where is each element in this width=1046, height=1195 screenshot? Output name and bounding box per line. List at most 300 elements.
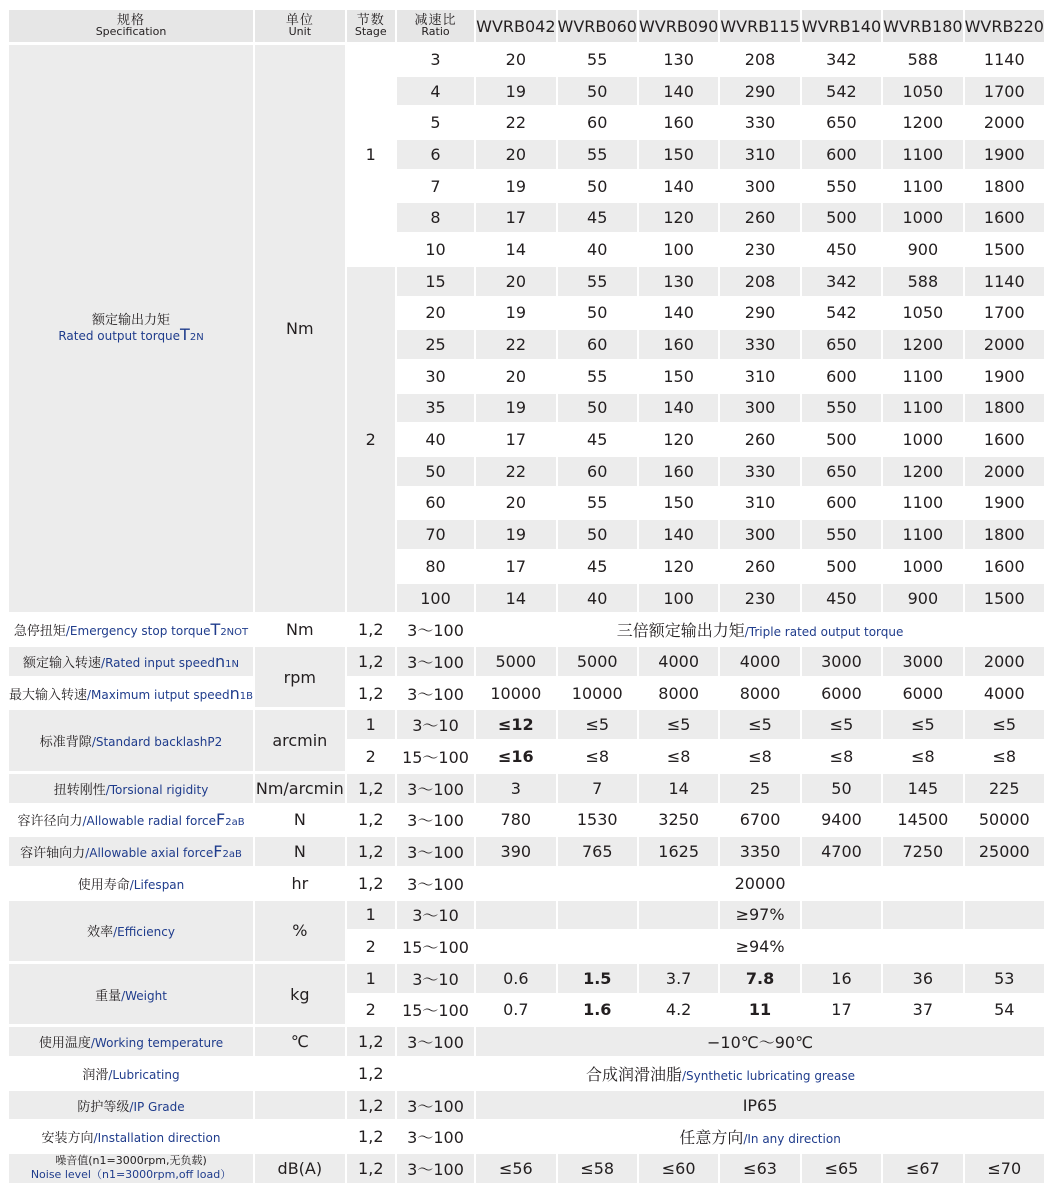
value-cell: 3.7 (639, 964, 718, 993)
value-cell: 1100 (883, 172, 962, 201)
unit-cell: ℃ (255, 1027, 345, 1056)
value-cell: 1200 (883, 108, 962, 137)
ratio-cell: 3～100 (397, 774, 474, 803)
header-model: WVRB042 (476, 10, 555, 42)
lifespan-row (9, 869, 1044, 898)
value-cell: 1800 (965, 520, 1044, 549)
stage-cell: 1,2 (347, 1154, 395, 1183)
value-cell: 55 (558, 267, 637, 296)
value-cell: 1800 (965, 172, 1044, 201)
value-cell: 1100 (883, 140, 962, 169)
value-cell: 100 (639, 584, 718, 613)
value-cell: 100 (639, 235, 718, 264)
empty-cell (883, 932, 962, 961)
emergency-stop-value: 三倍额定输出力矩/Triple rated output torque (476, 615, 1044, 644)
empty-cell (802, 901, 881, 930)
value-cell: ≤8 (883, 742, 962, 771)
value-cell: 19 (476, 172, 555, 201)
unit-cell: Nm (255, 615, 345, 644)
empty-cell (558, 901, 637, 930)
empty-cell (558, 932, 637, 961)
value-cell: 55 (558, 489, 637, 518)
ratio-cell: 3 (397, 45, 474, 74)
value-cell: 1700 (965, 77, 1044, 106)
value-cell: 260 (720, 552, 799, 581)
value-cell: 45 (558, 425, 637, 454)
value-cell: 53 (965, 964, 1044, 993)
max-input-speed-row (9, 679, 1044, 708)
value-cell: 60 (558, 108, 637, 137)
value-cell: ≤63 (720, 1154, 799, 1183)
value-cell: 900 (883, 235, 962, 264)
stage-cell: 1,2 (347, 1091, 395, 1120)
temperature-value: −10℃～90℃ (476, 1027, 1044, 1056)
value-cell: 342 (802, 45, 881, 74)
unit-cell: dB(A) (255, 1154, 345, 1183)
value-cell: 50 (558, 77, 637, 106)
weight-row (9, 964, 1044, 993)
efficiency-value: ≥97% (720, 901, 799, 930)
value-cell: 1500 (965, 584, 1044, 613)
value-cell: 1100 (883, 394, 962, 423)
empty-cell (639, 901, 718, 930)
ip-grade-row (9, 1091, 1044, 1120)
value-cell: 330 (720, 457, 799, 486)
ratio-cell: 15～100 (397, 742, 474, 771)
value-cell: 37 (883, 996, 962, 1025)
value-cell: 1050 (883, 299, 962, 328)
value-cell: 290 (720, 299, 799, 328)
value-cell: ≤67 (883, 1154, 962, 1183)
value-cell: ≤5 (720, 710, 799, 739)
stage-cell: 1,2 (347, 615, 395, 644)
value-cell: 25000 (965, 837, 1044, 866)
value-cell: 2000 (965, 108, 1044, 137)
value-cell: 1.5 (558, 964, 637, 993)
value-cell: 36 (883, 964, 962, 993)
value-cell: 3250 (639, 806, 718, 835)
header-specification: 规格 Specification (9, 10, 253, 42)
installation-label: 安装方向/Installation direction (9, 1122, 253, 1151)
value-cell: ≤8 (802, 742, 881, 771)
value-cell: 1140 (965, 45, 1044, 74)
value-cell: 19 (476, 520, 555, 549)
value-cell: 600 (802, 140, 881, 169)
value-cell: 550 (802, 520, 881, 549)
value-cell: 50 (558, 172, 637, 201)
value-cell: 450 (802, 235, 881, 264)
value-cell: 140 (639, 520, 718, 549)
value-cell: 300 (720, 520, 799, 549)
value-cell: 19 (476, 299, 555, 328)
ratio-cell: 10 (397, 235, 474, 264)
ratio-cell: 60 (397, 489, 474, 518)
torsional-rigidity-row (9, 774, 1044, 803)
value-cell: 2000 (965, 457, 1044, 486)
value-cell: 500 (802, 425, 881, 454)
stage-cell: 2 (347, 996, 395, 1025)
value-cell: 1000 (883, 203, 962, 232)
unit-cell (255, 1091, 345, 1120)
value-cell: 390 (476, 837, 555, 866)
radial-force-row (9, 806, 1044, 835)
value-cell: 20 (476, 489, 555, 518)
ratio-cell: 3～10 (397, 710, 474, 739)
value-cell: 1700 (965, 299, 1044, 328)
value-cell: ≤5 (802, 710, 881, 739)
value-cell: 225 (965, 774, 1044, 803)
ratio-cell: 35 (397, 394, 474, 423)
stage-cell: 1,2 (347, 1122, 395, 1151)
value-cell: 22 (476, 457, 555, 486)
value-cell: 300 (720, 172, 799, 201)
ratio-cell: 3～10 (397, 901, 474, 930)
value-cell: 1530 (558, 806, 637, 835)
lubricating-label: 润滑/Lubricating (9, 1059, 253, 1088)
value-cell: 765 (558, 837, 637, 866)
value-cell: 160 (639, 108, 718, 137)
value-cell: 7 (558, 774, 637, 803)
ratio-cell: 3～100 (397, 806, 474, 835)
value-cell: 120 (639, 203, 718, 232)
value-cell: 3000 (802, 647, 881, 676)
weight-label: 重量/Weight (9, 964, 253, 1024)
ratio-cell: 100 (397, 584, 474, 613)
value-cell: ≤65 (802, 1154, 881, 1183)
value-cell: 150 (639, 489, 718, 518)
ratio-cell: 70 (397, 520, 474, 549)
value-cell: 208 (720, 267, 799, 296)
lubricating-value: 合成润滑油脂/Synthetic lubricating grease (397, 1059, 1044, 1088)
value-cell: 10000 (558, 679, 637, 708)
value-cell: 1625 (639, 837, 718, 866)
value-cell: 14 (639, 774, 718, 803)
value-cell: 20 (476, 267, 555, 296)
value-cell: 54 (965, 996, 1044, 1025)
efficiency-row (9, 901, 1044, 930)
unit-cell: N (255, 806, 345, 835)
value-cell: ≤5 (639, 710, 718, 739)
value-cell: 17 (476, 425, 555, 454)
unit-cell: Nm/arcmin (255, 774, 345, 803)
value-cell: 4700 (802, 837, 881, 866)
value-cell: 650 (802, 330, 881, 359)
value-cell: 260 (720, 425, 799, 454)
value-cell: 310 (720, 489, 799, 518)
value-cell: 40 (558, 584, 637, 613)
efficiency-value: ≥94% (720, 932, 799, 961)
value-cell: 60 (558, 457, 637, 486)
value-cell: 588 (883, 267, 962, 296)
value-cell: 6000 (802, 679, 881, 708)
value-cell: 600 (802, 489, 881, 518)
header-model: WVRB140 (802, 10, 881, 42)
backlash-row (9, 710, 1044, 739)
ratio-cell: 15～100 (397, 932, 474, 961)
value-cell: 2000 (965, 330, 1044, 359)
value-cell: 1.6 (558, 996, 637, 1025)
unit-cell (255, 1059, 345, 1088)
value-cell: 5000 (476, 647, 555, 676)
stage-cell: 1,2 (347, 774, 395, 803)
efficiency-label: 效率/Efficiency (9, 901, 253, 961)
empty-cell (639, 932, 718, 961)
value-cell: ≤5 (558, 710, 637, 739)
value-cell: 300 (720, 394, 799, 423)
axial-force-label: 容许轴向力/Allowable axial forceF2aB (9, 837, 253, 866)
ratio-cell: 80 (397, 552, 474, 581)
ip-grade-label: 防护等级/IP Grade (9, 1091, 253, 1120)
value-cell: 1900 (965, 140, 1044, 169)
value-cell: 9400 (802, 806, 881, 835)
value-cell: 1600 (965, 425, 1044, 454)
value-cell: 2000 (965, 647, 1044, 676)
value-cell: 11 (720, 996, 799, 1025)
value-cell: 1000 (883, 425, 962, 454)
emergency-stop-label: 急停扭矩/Emergency stop torqueT2NOT (9, 615, 253, 644)
rated-input-speed-label: 额定输入转速/Rated input speedn1N (9, 647, 253, 676)
value-cell: ≤58 (558, 1154, 637, 1183)
empty-cell (802, 932, 881, 961)
value-cell: ≤16 (476, 742, 555, 771)
emergency-stop-row (9, 615, 1044, 644)
value-cell: 1100 (883, 520, 962, 549)
value-cell: 20 (476, 362, 555, 391)
ratio-cell: 3～100 (397, 837, 474, 866)
value-cell: 310 (720, 362, 799, 391)
efficiency-unit: % (255, 901, 345, 961)
lifespan-value: 20000 (476, 869, 1044, 898)
stage-cell: 1 (347, 901, 395, 930)
ratio-cell: 20 (397, 299, 474, 328)
value-cell: 7250 (883, 837, 962, 866)
value-cell: 310 (720, 140, 799, 169)
value-cell: 20 (476, 140, 555, 169)
value-cell: 50 (558, 394, 637, 423)
stage-cell: 1,2 (347, 679, 395, 708)
header-unit: 单位 Unit (255, 10, 345, 42)
unit-cell: hr (255, 869, 345, 898)
value-cell: 19 (476, 77, 555, 106)
value-cell: 14500 (883, 806, 962, 835)
value-cell: 10000 (476, 679, 555, 708)
noise-label: 噪音值(n1=3000rpm,无负载) Noise level（n1=3000rpm,off load） (9, 1154, 253, 1183)
value-cell: 150 (639, 140, 718, 169)
temperature-label: 使用温度/Working temperature (9, 1027, 253, 1056)
stage-cell: 1,2 (347, 1059, 395, 1088)
header-stage: 节数 Stage (347, 10, 395, 42)
empty-cell (476, 932, 555, 961)
value-cell: 900 (883, 584, 962, 613)
value-cell: 290 (720, 77, 799, 106)
header-model: WVRB090 (639, 10, 718, 42)
value-cell: 1200 (883, 330, 962, 359)
axial-force-row (9, 837, 1044, 866)
ratio-cell: 7 (397, 172, 474, 201)
radial-force-label: 容许径向力/Allowable radial forceF2aB (9, 806, 253, 835)
value-cell: 25 (720, 774, 799, 803)
value-cell: 1000 (883, 552, 962, 581)
value-cell: 1140 (965, 267, 1044, 296)
backlash-unit: arcmin (255, 710, 345, 770)
empty-cell (883, 901, 962, 930)
value-cell: 20 (476, 45, 555, 74)
stage-cell: 2 (347, 742, 395, 771)
rated-torque-label: 额定输出力矩 Rated output torqueT2N (9, 45, 253, 612)
value-cell: 60 (558, 330, 637, 359)
value-cell: ≤60 (639, 1154, 718, 1183)
value-cell: 1900 (965, 362, 1044, 391)
value-cell: 588 (883, 45, 962, 74)
ratio-cell: 50 (397, 457, 474, 486)
value-cell: 140 (639, 77, 718, 106)
stage-cell: 1,2 (347, 869, 395, 898)
value-cell: 140 (639, 172, 718, 201)
value-cell: 45 (558, 203, 637, 232)
value-cell: 1100 (883, 362, 962, 391)
value-cell: 500 (802, 552, 881, 581)
torque-row (9, 45, 1044, 74)
value-cell: 3 (476, 774, 555, 803)
value-cell: 55 (558, 45, 637, 74)
value-cell: 17 (476, 203, 555, 232)
ratio-cell: 30 (397, 362, 474, 391)
stage-cell: 1 (347, 964, 395, 993)
value-cell: ≤5 (883, 710, 962, 739)
value-cell: 7.8 (720, 964, 799, 993)
max-input-speed-label: 最大输入转速/Maximum iutput speedn1B (9, 679, 253, 708)
value-cell: 45 (558, 552, 637, 581)
stage-cell: 1,2 (347, 837, 395, 866)
value-cell: 50000 (965, 806, 1044, 835)
stage-cell: 1,2 (347, 647, 395, 676)
torsional-rigidity-label: 扭转刚性/Torsional rigidity (9, 774, 253, 803)
noise-row (9, 1154, 1044, 1183)
value-cell: 1900 (965, 489, 1044, 518)
value-cell: ≤70 (965, 1154, 1044, 1183)
value-cell: 1100 (883, 489, 962, 518)
value-cell: 1500 (965, 235, 1044, 264)
lifespan-label: 使用寿命/Lifespan (9, 869, 253, 898)
unit-cell (255, 1122, 345, 1151)
value-cell: 14 (476, 584, 555, 613)
value-cell: 8000 (720, 679, 799, 708)
value-cell: 55 (558, 140, 637, 169)
value-cell: 500 (802, 203, 881, 232)
value-cell: 140 (639, 394, 718, 423)
value-cell: 450 (802, 584, 881, 613)
empty-cell (476, 901, 555, 930)
header-model: WVRB220 (965, 10, 1044, 42)
value-cell: 342 (802, 267, 881, 296)
value-cell: ≤56 (476, 1154, 555, 1183)
value-cell: 230 (720, 235, 799, 264)
backlash-label: 标准背隙/Standard backlashP2 (9, 710, 253, 770)
value-cell: 330 (720, 108, 799, 137)
value-cell: 130 (639, 45, 718, 74)
value-cell: ≤8 (965, 742, 1044, 771)
value-cell: 650 (802, 457, 881, 486)
empty-cell (965, 901, 1044, 930)
stage-1-cell: 1 (347, 45, 395, 264)
ratio-cell: 3～100 (397, 615, 474, 644)
header-model: WVRB180 (883, 10, 962, 42)
value-cell: 6000 (883, 679, 962, 708)
value-cell: 50 (802, 774, 881, 803)
value-cell: 1600 (965, 552, 1044, 581)
rated-input-speed-row (9, 647, 1044, 676)
header-row (9, 10, 1044, 42)
stage-cell: 1 (347, 710, 395, 739)
value-cell: 600 (802, 362, 881, 391)
ratio-cell: 40 (397, 425, 474, 454)
value-cell: 230 (720, 584, 799, 613)
value-cell: 542 (802, 77, 881, 106)
value-cell: 1050 (883, 77, 962, 106)
header-ratio: 减速比 Ratio (397, 10, 474, 42)
value-cell: 4000 (639, 647, 718, 676)
ratio-cell: 3～100 (397, 1122, 474, 1151)
ratio-cell: 3～100 (397, 869, 474, 898)
weight-unit: kg (255, 964, 345, 1024)
value-cell: 17 (802, 996, 881, 1025)
temperature-row (9, 1027, 1044, 1056)
value-cell: ≤12 (476, 710, 555, 739)
value-cell: 3350 (720, 837, 799, 866)
value-cell: 150 (639, 362, 718, 391)
ratio-cell: 15 (397, 267, 474, 296)
ratio-cell: 25 (397, 330, 474, 359)
stage-cell: 2 (347, 932, 395, 961)
header-model: WVRB060 (558, 10, 637, 42)
ratio-cell: 5 (397, 108, 474, 137)
value-cell: 50 (558, 299, 637, 328)
value-cell: 22 (476, 108, 555, 137)
value-cell: ≤8 (639, 742, 718, 771)
value-cell: 55 (558, 362, 637, 391)
value-cell: 1600 (965, 203, 1044, 232)
installation-row (9, 1122, 1044, 1151)
ratio-cell: 4 (397, 77, 474, 106)
value-cell: ≤8 (720, 742, 799, 771)
value-cell: 208 (720, 45, 799, 74)
value-cell: 22 (476, 330, 555, 359)
value-cell: 0.6 (476, 964, 555, 993)
value-cell: 14 (476, 235, 555, 264)
ratio-cell: 15～100 (397, 996, 474, 1025)
value-cell: 4.2 (639, 996, 718, 1025)
speed-unit: rpm (255, 647, 345, 707)
specification-table (7, 7, 1046, 1186)
value-cell: 145 (883, 774, 962, 803)
stage-cell: 1,2 (347, 1027, 395, 1056)
value-cell: 0.7 (476, 996, 555, 1025)
value-cell: 1200 (883, 457, 962, 486)
ratio-cell: 8 (397, 203, 474, 232)
ratio-cell: 3～100 (397, 679, 474, 708)
value-cell: 120 (639, 425, 718, 454)
value-cell: 4000 (720, 647, 799, 676)
ratio-cell: 3～100 (397, 647, 474, 676)
value-cell: 3000 (883, 647, 962, 676)
value-cell: 16 (802, 964, 881, 993)
value-cell: 780 (476, 806, 555, 835)
value-cell: ≤8 (558, 742, 637, 771)
value-cell: 8000 (639, 679, 718, 708)
value-cell: 650 (802, 108, 881, 137)
value-cell: 542 (802, 299, 881, 328)
value-cell: 17 (476, 552, 555, 581)
